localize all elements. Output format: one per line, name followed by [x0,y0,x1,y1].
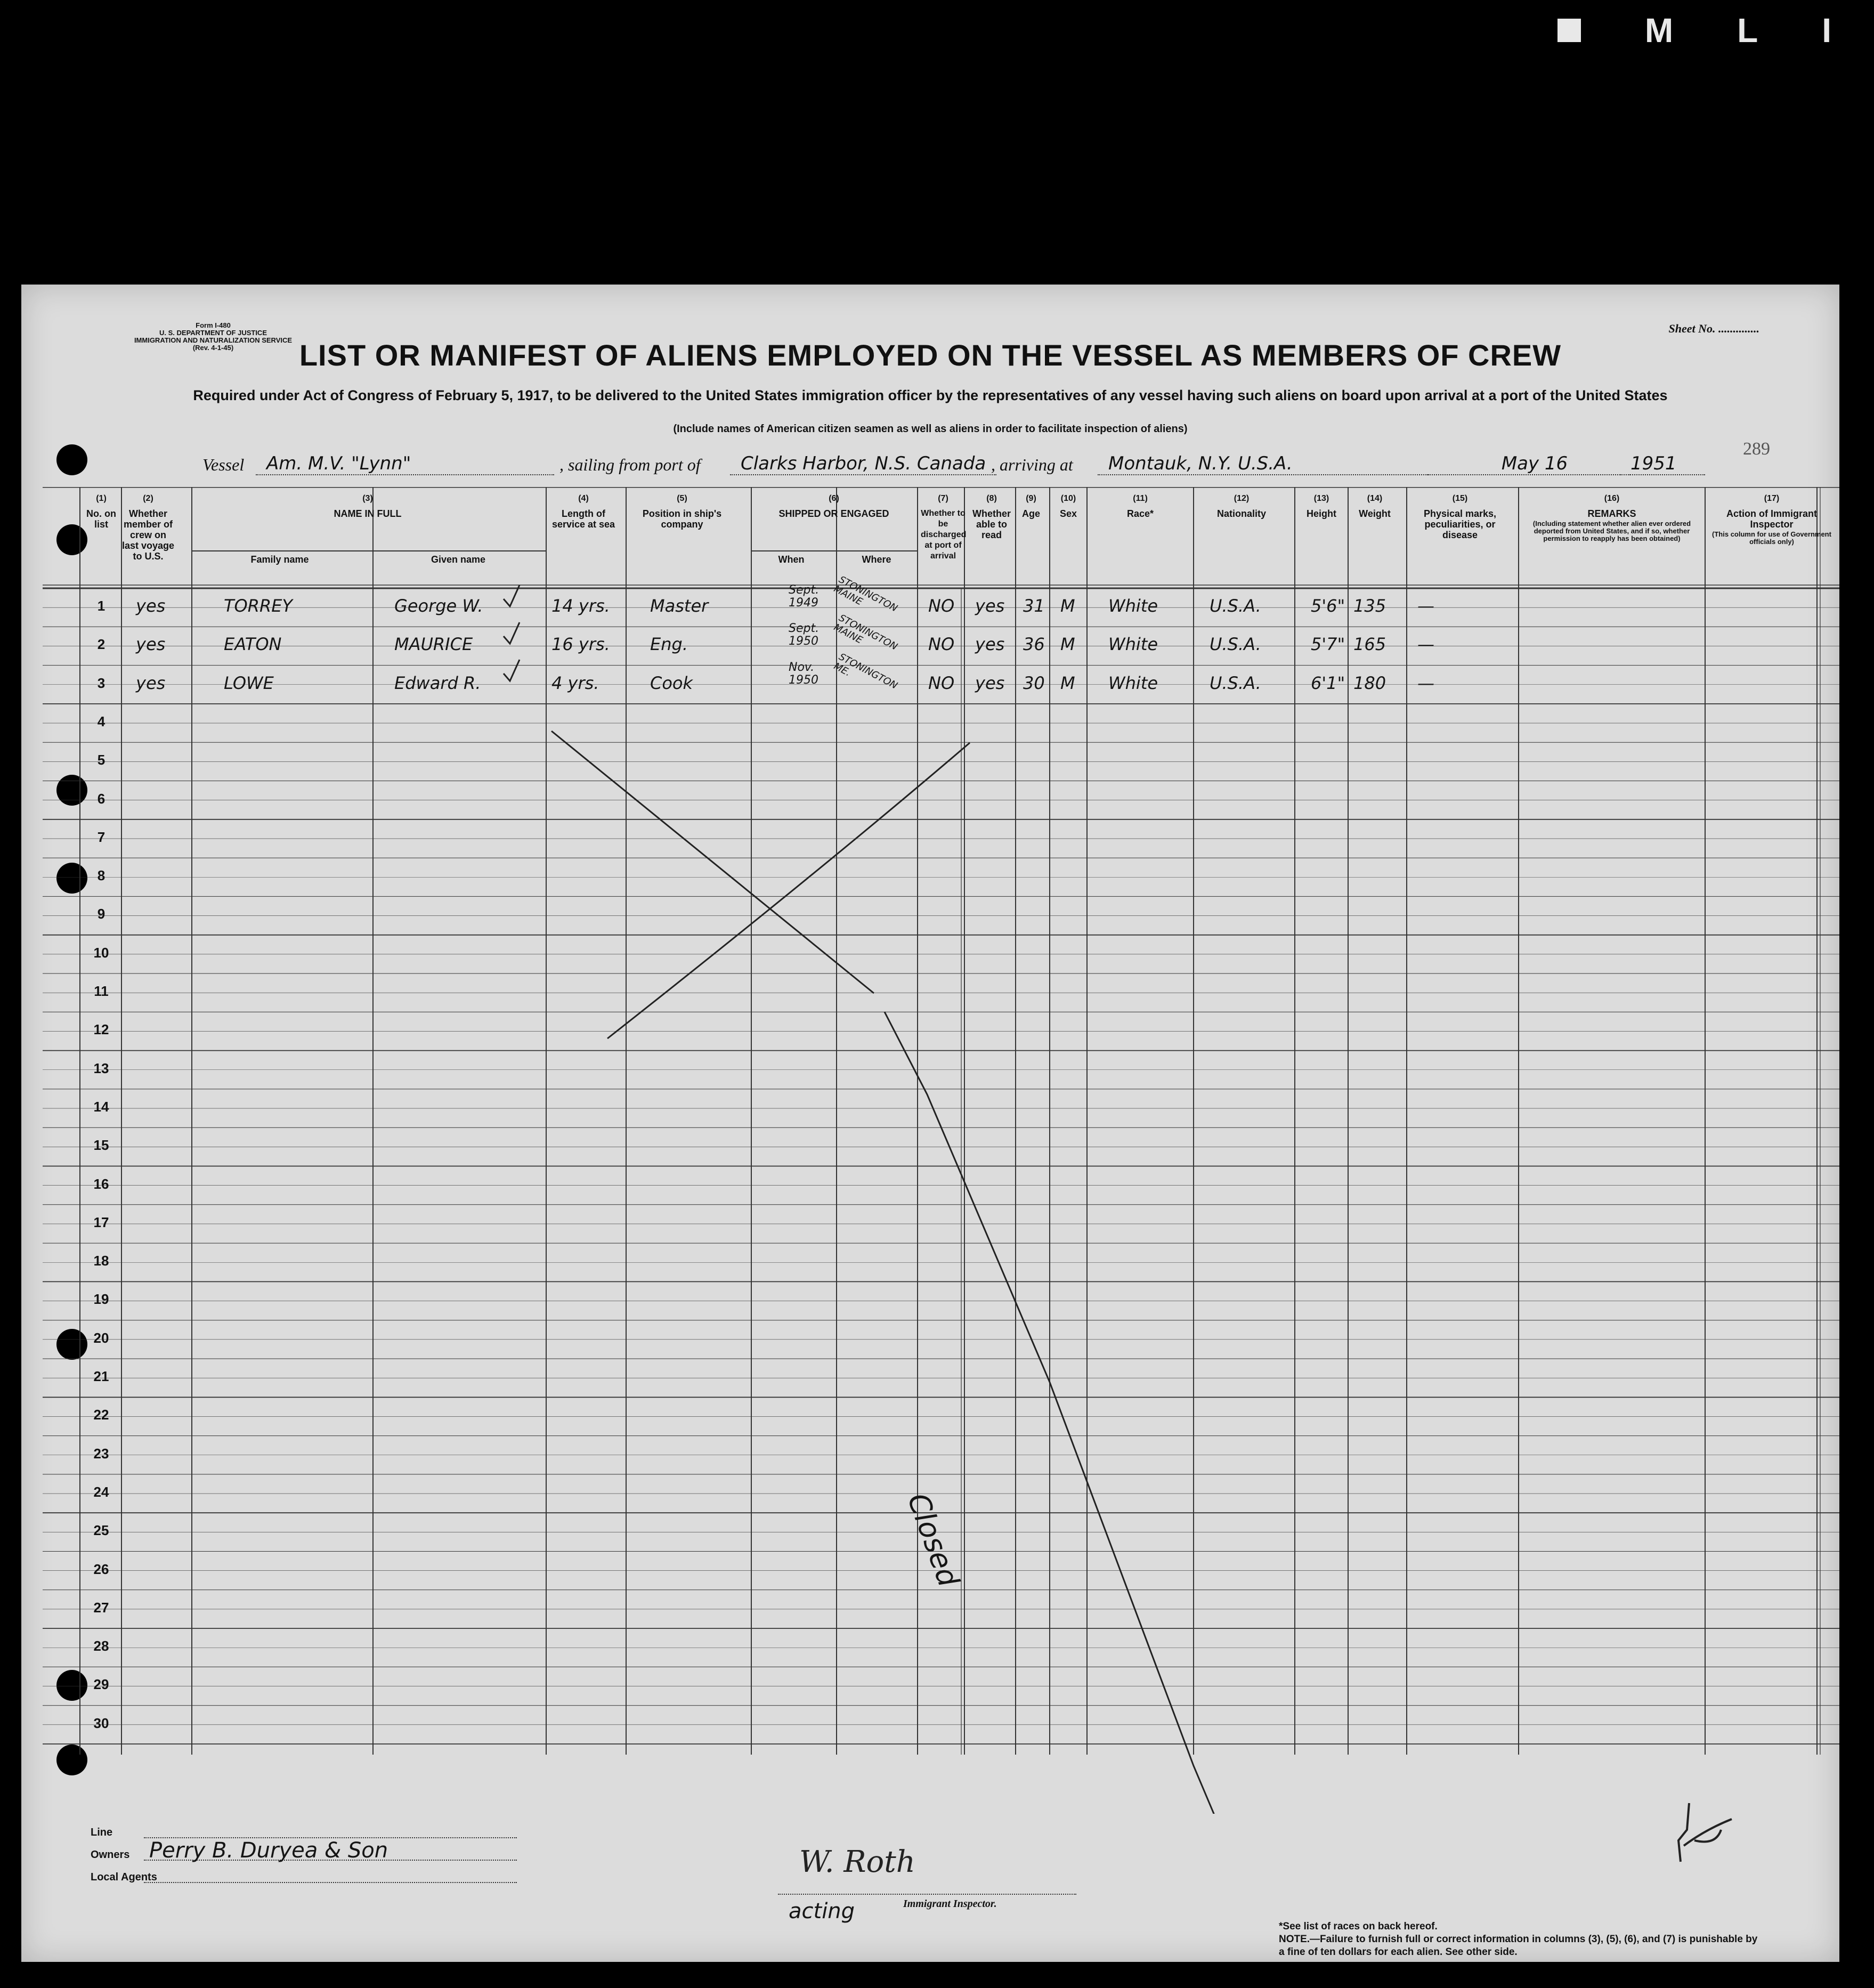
crew-service-length: 16 yrs. [551,634,610,655]
arrival-date-value: May 16 [1428,453,1630,475]
row-number: 2 [97,636,106,653]
penalty-note: NOTE.—Failure to furnish full or correct information in columns (3), (5), (6), and (7) is punishable by a fine of ten dollars for each alien. See other side. [1279,1934,1758,1958]
closed-annotation: Closed [901,1489,966,1591]
column-header-service: (4) Length of service at sea [551,494,615,530]
local-agents-label: Local Agents [91,1871,157,1883]
crew-shipped-where: STONINGTON ME. [832,651,899,692]
owners-label: Owners [91,1849,130,1861]
inspector-note: (This column for use of Government officials only) [1712,530,1831,546]
crew-weight: 180 [1353,672,1386,693]
sailing-label: , sailing from port of [559,455,701,474]
crew-shipped-when: Sept. 1950 [789,622,820,648]
row-number: 3 [97,675,106,691]
remarks-note: (Including statement whether alien ever ordered deported from United States, and if so, whether permission to reapply has been obtained) [1532,520,1691,542]
column-header-weight: (14) Weight [1359,494,1391,519]
subheader-where: Where [862,554,891,565]
row-number: 10 [93,944,109,961]
crew-physical-marks: — [1417,634,1434,655]
crew-race: White [1108,596,1158,616]
check-mark-icon [504,622,520,644]
column-header-race: (11) Race* [1126,494,1154,519]
film-reel-marks [1557,11,1831,50]
row-number: 29 [93,1676,109,1693]
row-number: 30 [93,1715,109,1731]
row-number: 4 [97,713,106,729]
row-number: 27 [93,1599,109,1616]
crew-service-length: 14 yrs. [551,596,610,616]
crew-able-to-read: yes [975,672,1005,693]
vessel-line [202,455,1694,482]
row-number: 20 [93,1329,109,1346]
row-number: 22 [93,1407,109,1423]
crew-last-voyage: yes [136,634,166,655]
manifest-sheet [21,285,1839,1962]
row-number: 9 [97,906,106,922]
crew-shipped-where: STONINGTON MAINE [832,574,899,614]
owners-value: Perry B. Duryea & Son [149,1838,388,1863]
crew-given-name: MAURICE [394,634,473,655]
crew-position: Eng. [650,634,688,655]
row-number: 13 [93,1060,109,1076]
row-number: 21 [93,1368,109,1384]
crew-given-name: George W. [394,596,483,616]
inspector-signature: W. Roth [799,1845,915,1879]
crew-age: 30 [1023,672,1045,693]
row-number: 25 [93,1522,109,1539]
column-header-nationality: (12) Nationality [1216,494,1266,519]
reel-mark-i: I [1822,11,1831,50]
row-number: 28 [93,1638,109,1654]
service-name: IMMIGRATION AND NATURALIZATION SERVICE [134,336,293,344]
row-number: 8 [97,867,106,884]
footer-notes [1279,1920,1758,1959]
crew-position: Master [650,596,709,616]
crew-weight: 135 [1353,596,1386,616]
reel-square-mark [1557,19,1581,42]
sailing-port-value: Clarks Harbor, N.S. Canada [730,453,996,475]
crew-nationality: U.S.A. [1210,596,1261,616]
crew-age: 31 [1023,596,1045,616]
closed-diagonal-line [885,1012,1252,1814]
column-header-age: (9) Age [1021,494,1040,519]
column-header-no: (1) No. on list [86,494,116,530]
stamped-page-number: 289 [1743,439,1770,459]
column-header-height: (13) Height [1307,494,1336,519]
subheader-given-name: Given name [431,554,486,565]
crew-nationality: U.S.A. [1210,634,1261,655]
row-number: 14 [93,1098,109,1115]
vessel-label: Vessel [202,455,245,474]
local-agents-field [144,1882,517,1883]
crew-service-length: 4 yrs. [551,672,599,693]
crew-shipped-when: Sept. 1949 [789,583,820,610]
arriving-label: , arriving at [991,455,1073,474]
crew-shipped-where: STONINGTON MAINE [832,612,899,653]
subheader-when: When [778,554,805,565]
vessel-value: Am. M.V. "Lynn" [256,453,554,475]
crew-family-name: EATON [224,634,282,655]
crew-race: White [1108,672,1158,693]
acting-note: acting [789,1899,855,1924]
form-revision: (Rev. 4-1-45) [192,344,234,352]
column-header-discharged: (7) Whether to be discharged at port of arrival [921,494,967,561]
crew-discharged: NO [928,634,955,655]
check-mark-icon [504,660,520,681]
arrival-year-value: 1951 [1620,453,1705,475]
crew-family-name: TORREY [224,596,293,616]
crew-given-name: Edward R. [394,672,481,693]
reel-mark-l: L [1737,11,1758,50]
document-title: LIST OR MANIFEST OF ALIENS EMPLOYED ON THE VESSEL AS MEMBERS OF CREW [299,338,1562,372]
crew-sex: M [1060,596,1075,616]
column-header-name: (3) NAME IN FULL [334,494,402,519]
row-number: 1 [97,598,106,614]
row-number: 23 [93,1445,109,1462]
row-number: 19 [93,1291,109,1308]
column-header-read: (8) Whether able to read [972,494,1011,540]
crew-race: White [1108,634,1158,655]
reel-mark-m: M [1644,11,1674,50]
cancellation-x-mark [551,731,970,1038]
row-number: 17 [93,1214,109,1230]
crew-nationality: U.S.A. [1210,672,1261,693]
crew-physical-marks: — [1417,596,1434,616]
row-number: 24 [93,1483,109,1500]
crew-height: 5'6" [1311,596,1345,616]
crew-able-to-read: yes [975,596,1005,616]
row-number: 6 [97,790,106,807]
row-number: 16 [93,1175,109,1192]
punch-hole-icon [56,444,87,475]
document-subnote: (Include names of American citizen seamen as well as aliens in order to facilitate inspection of aliens) [673,423,1188,435]
crew-sex: M [1060,672,1075,693]
column-header-physical-marks: (15) Physical marks, peculiarities, or disease [1423,494,1497,540]
crew-position: Cook [650,672,693,693]
crew-sex: M [1060,634,1075,655]
crew-discharged: NO [928,672,955,693]
crew-table [21,487,1839,1814]
races-note: *See list of races on back hereof. [1279,1921,1438,1932]
crew-last-voyage: yes [136,596,166,616]
crew-age: 36 [1023,634,1045,655]
inspector-initials-mark [1662,1798,1769,1883]
row-number: 7 [97,829,106,845]
inspector-label: Immigrant Inspector. [903,1898,997,1910]
crew-family-name: LOWE [224,672,274,693]
column-header-sex: (10) Sex [1059,494,1077,519]
row-number: 15 [93,1137,109,1154]
crew-able-to-read: yes [975,634,1005,655]
column-header-position: (5) Position in ship's company [642,494,722,530]
sheet-number: Sheet No. .............. [1668,322,1759,335]
form-number: Form I-480 [196,321,231,329]
row-number: 26 [93,1561,109,1577]
crew-physical-marks: — [1417,672,1434,693]
crew-height: 5'7" [1311,634,1345,655]
document-subtitle: Required under Act of Congress of February 5, 1917, to be delivered to the United States immigration officer by the representatives of any vessel having such aliens on board upon arrival at a port of the United States [193,387,1668,403]
crew-weight: 165 [1353,634,1386,655]
column-header-remarks: (16) REMARKS (Including statement whether alien ever ordered deported from United States, and if so, whether permission to reapply has been obtained) [1519,493,1705,542]
row-number: 12 [93,1021,109,1038]
department-name: U. S. DEPARTMENT OF JUSTICE [159,329,267,337]
row-number: 5 [97,752,106,768]
column-header-shipped: (6) SHIPPED OR ENGAGED [778,494,889,519]
crew-height: 6'1" [1311,672,1345,693]
crew-last-voyage: yes [136,672,166,693]
inspector-signature-line [778,1894,1076,1895]
crew-shipped-when: Nov. 1950 [789,660,818,687]
column-header-inspector-action: (17) Action of Immigrant Inspector (This column for use of Government officials only) [1710,493,1833,546]
arriving-port-value: Montauk, N.Y. U.S.A. [1098,453,1428,475]
crew-discharged: NO [928,596,955,616]
column-header-last-voyage: (2) Whether member of crew on last voyage to U.S. [121,494,175,562]
manifest-footer [21,1814,1839,1962]
line-label: Line [91,1827,113,1838]
subheader-family-name: Family name [250,554,309,565]
row-number: 18 [93,1253,109,1269]
row-number: 11 [94,983,109,999]
